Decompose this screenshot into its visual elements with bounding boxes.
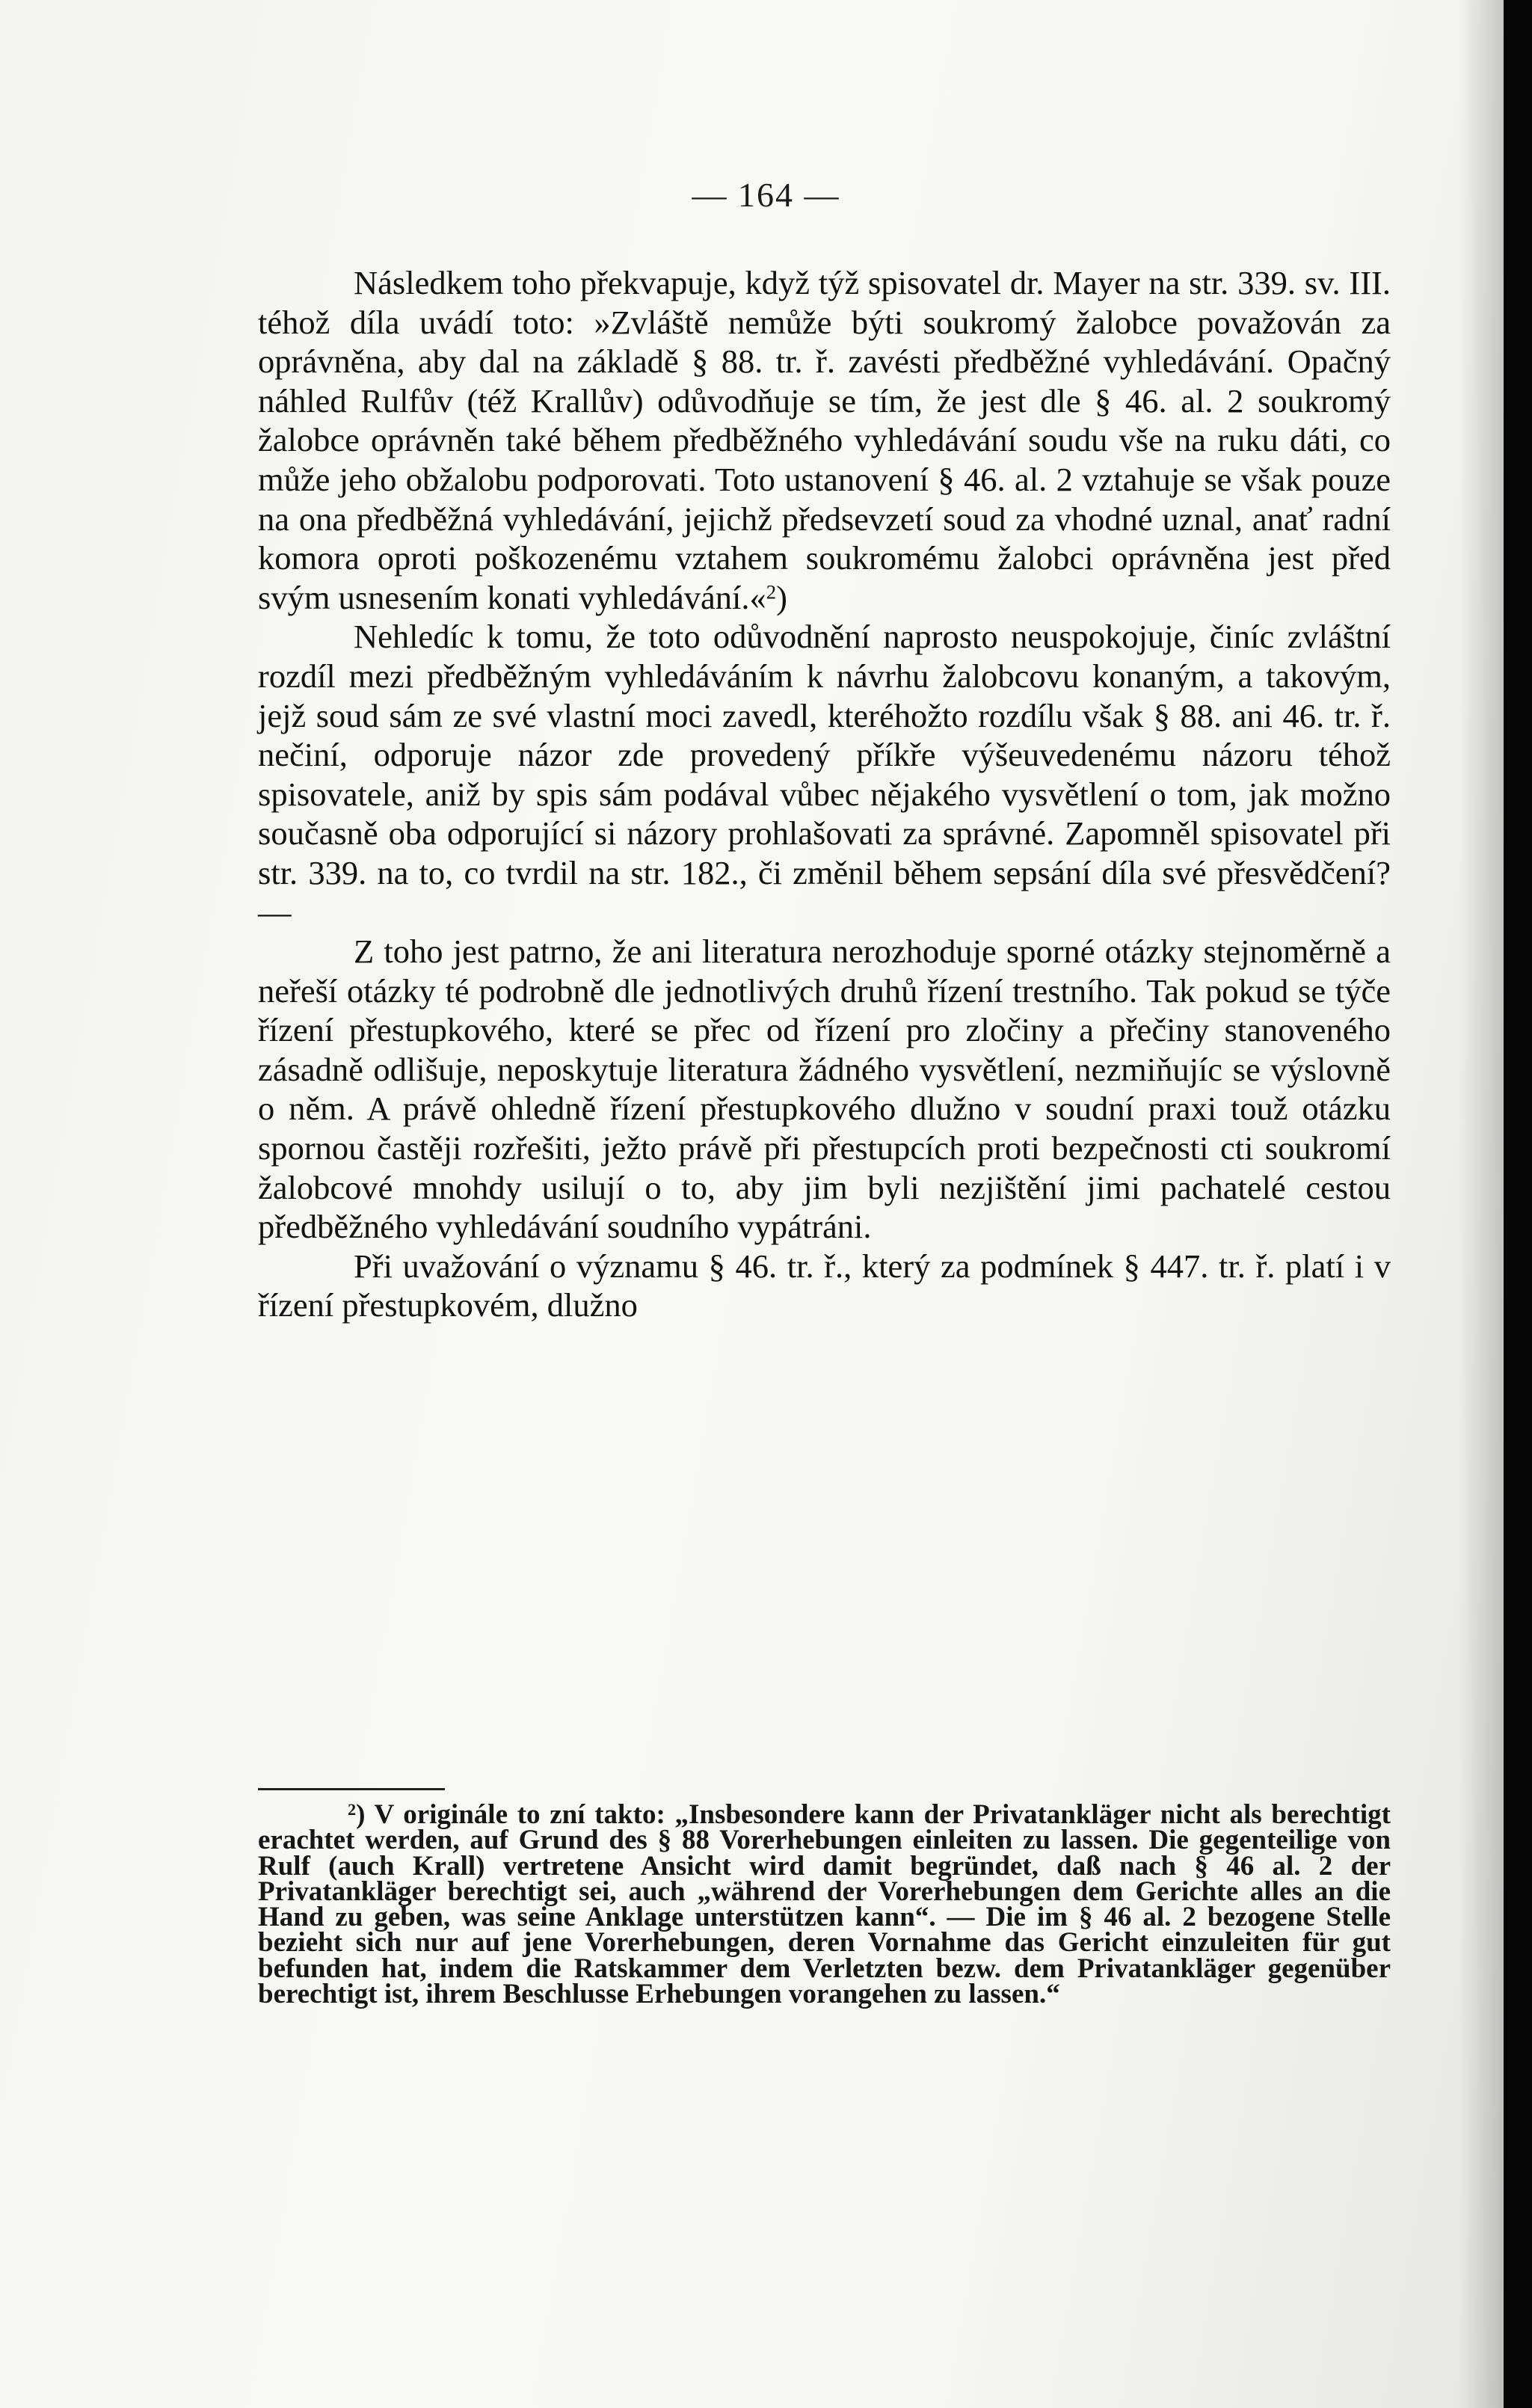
footnote-text: ) V originále to zní takto: „Insbesondere kann der Privatankläger nicht als berechtigt erachtet werden, auf Grund des § 88 Vorerhebungen einleiten zu lassen. Die gegenteilige von Rulf (auch Krall) vertretene Ansicht wird damit begründet, daß nach § 46 al. 2 der Privatankläger berechtigt sei, auch „während der Vorerhebungen dem Gerichte alles an die Hand zu geben, was seine Anklage unterstützen kann“. — Die im § 46 al. 2 bezogene Stelle bezieht sich nur auf jene Vorerhebungen, deren Vornahme das Gericht einzuleiten für gut befunden hat, indem die Ratskammer dem Verletzten bezw. dem Privatankläger gegenüber berechtigt ist, ihrem Beschlusse Erhebungen vorangehen zu lassen.“: [258, 1799, 1391, 2010]
footnote-reference[interactable]: 2: [766, 580, 777, 603]
paragraph-3: Z toho jest patrno, že ani literatura nerozhoduje sporné otázky stejnoměrně a neřeší otázky té podrobně dle jednotlivých druhů řízení trestního. Tak pokud se týče řízení přestupkového, které se přec od řízení pro zločiny a přečiny stanoveného zásadně odlišuje, neposkytuje literatura žádného vysvětlení, nezmiňujíc se výslovně o něm. A právě ohledně řízení přestupkového dlužno v soudní praxi touž otázku spornou častěji rozřešiti, ježto právě při přestupcích proti bezpečnosti cti soukromí žalobcové mnohdy usilují o to, aby jim byli nezjištění jimi pachatelé cestou předběžného vyhledávání soudního vypátráni.: [258, 933, 1391, 1246]
page-edge-shadow: [1459, 0, 1504, 2408]
paragraph-1-text: Následkem toho překvapuje, když týž spisovatel dr. Mayer na str. 339. sv. III. téhož díla uvádí toto: »Zvláště nemůže býti soukromý žalobce považován za oprávněna, aby dal na základě § 88. tr. ř. zavésti předběžné vyhledávání. Opačný náhled Rulfův (též Krallův) odůvodňuje se tím, že jest dle § 46. al. 2 soukromý žalobce oprávněn také během předběžného vyhledávání soudu vše na ruku dáti, co může jeho obžalobu podporovati. Toto ustanovení § 46. al. 2 vztahuje se však pouze na ona předběžná vyhledávání, jejichž předsevzetí soud za vhodné uznal, anať radní komora oproti poškozenému vztahem soukromému žalobci oprávněna jest před svým usnesením konati vyhledávání.«: [258, 264, 1391, 616]
footnote-separator: [258, 1788, 445, 1790]
paragraph-1: [258, 263, 1391, 617]
main-text: [258, 263, 1391, 1325]
footnote: [258, 1799, 1391, 2010]
footnote-marker: 2: [348, 1799, 357, 1819]
page-number: — 164 —: [692, 176, 840, 214]
paragraph-4: Při uvažování o významu § 46. tr. ř., který za podmínek § 447. tr. ř. platí i v řízení přestupkovém, dlužno: [258, 1247, 1391, 1324]
footnote-reference-paren: ): [776, 578, 787, 616]
paragraph-2: Nehledíc k tomu, že toto odůvodnění naprosto neuspokojuje, činíc zvláštní rozdíl mezi předběžným vyhledáváním k návrhu žalobcovu konaným, a takovým, jejž soud sám ze své vlastní moci zavedl, kteréhožto rozdílu však § 88. ani 46. tr. ř. nečiní, odporuje názor zde provedený příkře výšeuvedenému názoru téhož spisovatele, aniž by spis sám podával vůbec nějakého vysvětlení o tom, jak možno současně oba odporující si názory prohlašovati za správné. Zapomněl spisovatel při str. 339. na to, co tvrdil na str. 182., či změnil během sepsání díla své přesvědčení? —: [258, 618, 1391, 931]
footnote-paragraph: [258, 1799, 1391, 2010]
